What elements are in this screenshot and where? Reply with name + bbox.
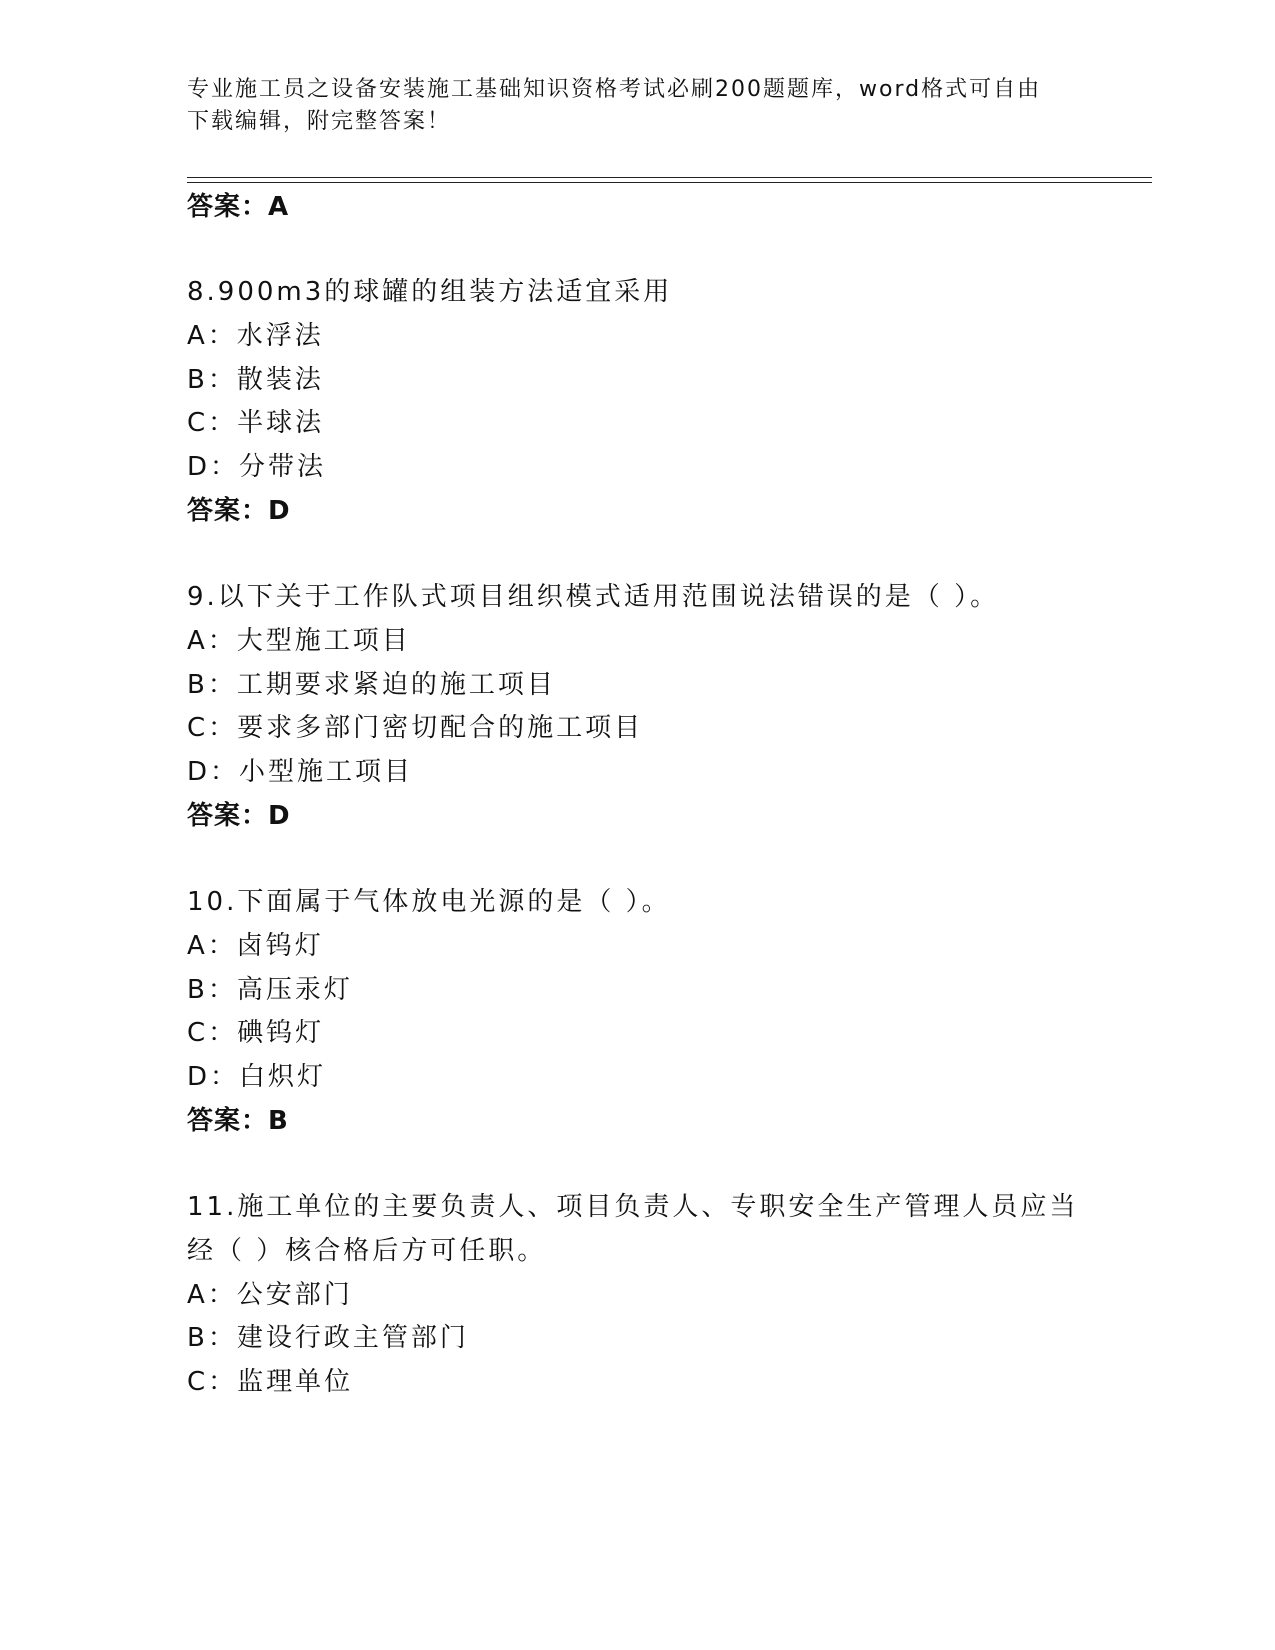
question-8-option-a: A：水浮法 [187,321,324,351]
question-9-option-d: D：小型施工项目 [187,757,414,787]
question-10-stem: 10.下面属于气体放电光源的是（ ）。 [187,887,671,917]
question-8-option-b: B：散装法 [187,365,324,395]
question-11-option-a: A：公安部门 [187,1280,353,1310]
question-8-option-d: D：分带法 [187,452,327,482]
question-9-stem: 9.以下关于工作队式项目组织模式适用范围说法错误的是（ ）。 [187,582,1000,612]
question-9-option-a: A：大型施工项目 [187,626,411,656]
question-11-option-c: C：监理单位 [187,1367,354,1397]
header-line-2: 下载编辑，附完整答案！ [187,109,452,134]
question-9-option-c: C：要求多部门密切配合的施工项目 [187,713,644,743]
question-11-stem-line-2: 经（ ）核合格后方可任职。 [187,1236,547,1266]
document-header [187,74,1087,138]
question-10-option-c: C：碘钨灯 [187,1018,325,1048]
question-8-answer: 答案：D [187,496,291,526]
question-9-answer: 答案：D [187,801,291,831]
question-11-stem-line-1: 11.施工单位的主要负责人、项目负责人、专职安全生产管理人员应当 [187,1192,1079,1222]
header-divider-top [187,177,1152,178]
header-divider-bottom [187,182,1152,183]
question-8-option-c: C：半球法 [187,408,325,438]
question-10-option-b: B：高压汞灯 [187,975,353,1005]
question-9-option-b: B：工期要求紧迫的施工项目 [187,670,556,700]
previous-answer: 答案：A [187,192,290,222]
question-10-answer: 答案：B [187,1106,289,1136]
header-line-1: 专业施工员之设备安装施工基础知识资格考试必刷200题题库，word格式可自由 [187,77,1042,102]
question-8-stem: 8.900m3的球罐的组装方法适宜采用 [187,277,673,307]
question-11-option-b: B：建设行政主管部门 [187,1323,469,1353]
question-10-option-d: D：白炽灯 [187,1062,327,1092]
question-10-option-a: A：卤钨灯 [187,931,324,961]
